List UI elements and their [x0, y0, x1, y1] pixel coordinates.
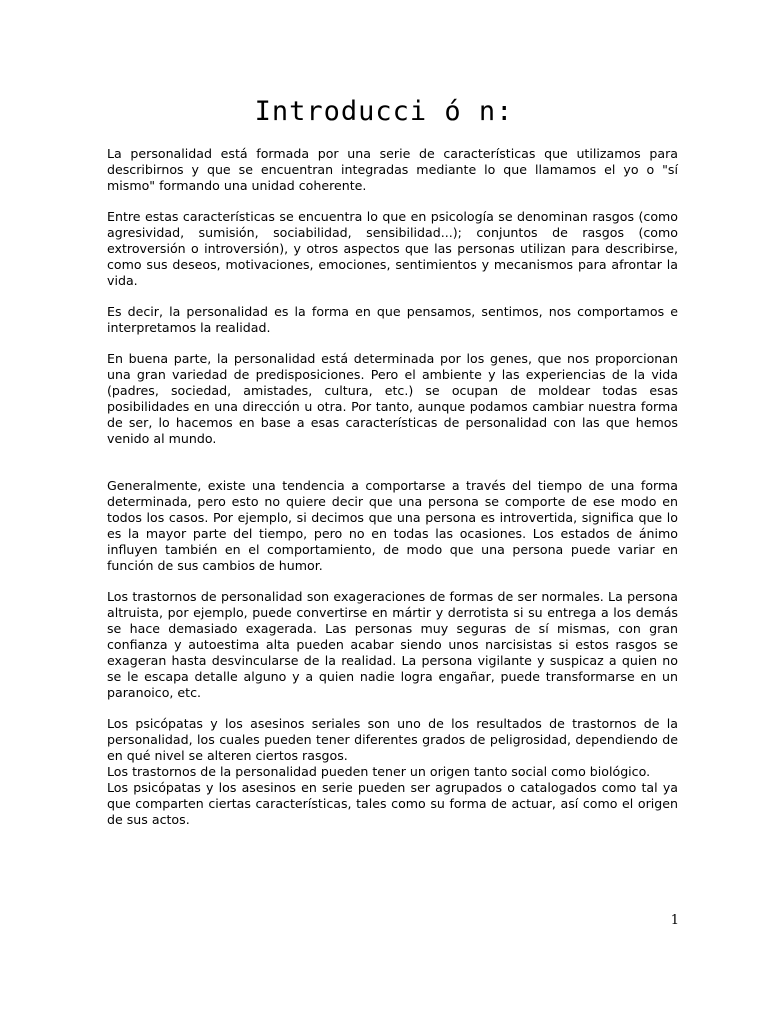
paragraph: Generalmente, existe una tendencia a comportarse a través del tiempo de una forma determinada, pero esto no quiere decir que una persona se comporte de ese modo en todos los casos. Por ejemplo, si decimos que una persona es introvertida, significa que lo es la mayor parte del tiempo, pero no en todas las ocasiones. Los estados de ánimo influyen también en el comportamiento, de modo que una persona puede variar en función de sus cambios de humor. [107, 478, 678, 573]
document-title: Introducci ó n: [254, 96, 514, 127]
paragraph: Los psicópatas y los asesinos seriales son uno de los resultados de trastornos de la personalidad, los cuales pueden tener diferentes grados de peligrosidad, dependiendo de en qué nivel se alteren ciertos rasgos. [107, 716, 678, 763]
paragraph: Es decir, la personalidad es la forma en que pensamos, sentimos, nos comportamos e interpretamos la realidad. [107, 304, 678, 335]
paragraph: Los psicópatas y los asesinos en serie pueden ser agrupados o catalogados como tal ya que comparten ciertas características, tales como su forma de actuar, así como el origen de sus actos. [107, 780, 678, 827]
paragraph: La personalidad está formada por una serie de características que utilizamos para describirnos y que se encuentran integradas mediante lo que llamamos el yo o "sí mismo" formando una unidad coherente. [107, 146, 678, 193]
page-number: 1 [670, 913, 679, 928]
paragraph: Entre estas características se encuentra lo que en psicología se denominan rasgos (como agresividad, sumisión, sociabilidad, sensibilidad...); conjuntos de rasgos (como extroversión o introversión), y otros aspectos que las personas utilizan para describirse, como sus deseos, motivaciones, emociones, sentimientos y mecanismos para afrontar la vida. [107, 209, 678, 288]
paragraph: En buena parte, la personalidad está determinada por los genes, que nos proporcionan una gran variedad de predisposiciones. Pero el ambiente y las experiencias de la vida (padres, sociedad, amistades, cultura, etc.) se ocupan de moldear todas esas posibilidades en una dirección u otra. Por tanto, aunque podamos cambiar nuestra forma de ser, lo hacemos en base a esas características de personalidad con las que hemos venido al mundo. [107, 351, 678, 446]
paragraph: Los trastornos de personalidad son exageraciones de formas de ser normales. La persona altruista, por ejemplo, puede convertirse en mártir y derrotista si su entrega a los demás se hace demasiado exagerada. Las personas muy seguras de sí mismas, con gran confianza y autoestima alta pueden acabar siendo unos narcisistas si estos rasgos se exageran hasta desvincularse de la realidad. La persona vigilante y suspicaz a quien no se le escapa detalle alguno y a quien nadie logra engañar, puede transformarse en un paranoico, etc. [107, 589, 678, 700]
paragraph: Los trastornos de la personalidad pueden tener un origen tanto social como biológico. [107, 764, 651, 779]
document-body [107, 146, 678, 828]
